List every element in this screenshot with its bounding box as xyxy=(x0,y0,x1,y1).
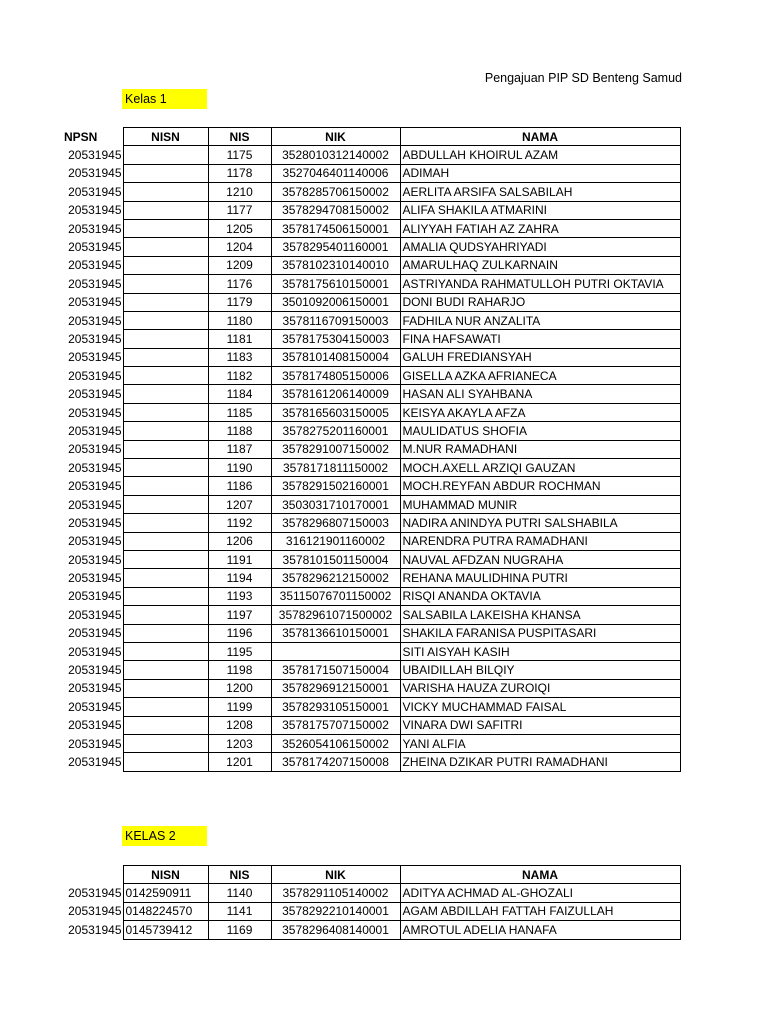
cell-npsn: 20531945 xyxy=(68,626,122,641)
cell-npsn: 20531945 xyxy=(68,886,122,901)
cell-nik: 3578102310140010 xyxy=(271,256,400,274)
cell-nama: NADIRA ANINDYA PUTRI SALSHABILA xyxy=(400,514,680,532)
table-row xyxy=(62,477,680,495)
cell-nama: FADHILA NUR ANZALITA xyxy=(400,311,680,329)
cell-npsn: 20531945 xyxy=(68,276,122,291)
cell-nisn xyxy=(123,716,208,734)
cell-nik: 3578171507150004 xyxy=(271,661,400,679)
cell-nis: 1193 xyxy=(208,587,271,605)
cell-nik: 3578296912150001 xyxy=(271,679,400,697)
cell-nis: 1191 xyxy=(208,550,271,568)
cell-nis: 1199 xyxy=(208,698,271,716)
cell-nis: 1200 xyxy=(208,679,271,697)
cell-npsn: 20531945 xyxy=(68,240,122,255)
header-nama: NAMA xyxy=(400,128,680,146)
table-header-row xyxy=(62,128,680,146)
cell-npsn: 20531945 xyxy=(68,148,122,163)
table-row xyxy=(62,716,680,734)
cell-nis: 1197 xyxy=(208,606,271,624)
cell-nis: 1205 xyxy=(208,219,271,237)
cell-nisn xyxy=(123,367,208,385)
table-row xyxy=(62,422,680,440)
cell-nis: 1190 xyxy=(208,459,271,477)
cell-nis: 1141 xyxy=(208,902,271,920)
cell-nama: SITI AISYAH KASIH xyxy=(400,642,680,660)
cell-nik: 3578296212150002 xyxy=(271,569,400,587)
table-row xyxy=(62,569,680,587)
table-row xyxy=(62,293,680,311)
cell-nis: 1208 xyxy=(208,716,271,734)
cell-nik: 35115076701150002 xyxy=(271,587,400,605)
cell-nis: 1185 xyxy=(208,403,271,421)
cell-nisn xyxy=(123,459,208,477)
cell-nama: GALUH FREDIANSYAH xyxy=(400,348,680,366)
table-row xyxy=(62,902,680,920)
table-row xyxy=(62,238,680,256)
cell-nisn xyxy=(123,606,208,624)
cell-nis: 1178 xyxy=(208,164,271,182)
cell-nis: 1194 xyxy=(208,569,271,587)
table-row xyxy=(62,624,680,642)
cell-nis: 1177 xyxy=(208,201,271,219)
cell-npsn: 20531945 xyxy=(68,904,122,919)
cell-nama: AMROTUL ADELIA HANAFA xyxy=(400,921,680,939)
table-row xyxy=(62,661,680,679)
table-row xyxy=(62,275,680,293)
cell-nisn xyxy=(123,753,208,771)
cell-nisn xyxy=(123,550,208,568)
cell-nis: 1186 xyxy=(208,477,271,495)
cell-nama: ADITYA ACHMAD AL-GHOZALI xyxy=(400,884,680,902)
class-1-label: Kelas 1 xyxy=(122,89,207,109)
cell-nama: DONI BUDI RAHARJO xyxy=(400,293,680,311)
cell-nik: 3578296807150003 xyxy=(271,514,400,532)
cell-nik: 35782961071500002 xyxy=(271,606,400,624)
cell-nama: ALIFA SHAKILA ATMARINI xyxy=(400,201,680,219)
cell-nis: 1196 xyxy=(208,624,271,642)
table-row xyxy=(62,164,680,182)
cell-nisn xyxy=(123,734,208,752)
cell-nisn xyxy=(123,275,208,293)
cell-nama: MAULIDATUS SHOFIA xyxy=(400,422,680,440)
cell-nik: 3578285706150002 xyxy=(271,183,400,201)
cell-nis: 1209 xyxy=(208,256,271,274)
cell-nis: 1188 xyxy=(208,422,271,440)
cell-npsn: 20531945 xyxy=(68,166,122,181)
class-1-table xyxy=(62,127,681,772)
cell-npsn: 20531945 xyxy=(68,922,122,937)
cell-nisn xyxy=(123,532,208,550)
cell-nik: 3501092006150001 xyxy=(271,293,400,311)
cell-nisn: 0148224570 xyxy=(123,902,208,920)
cell-nama: RISQI ANANDA OKTAVIA xyxy=(400,587,680,605)
cell-nisn xyxy=(123,293,208,311)
table-row xyxy=(62,385,680,403)
cell-npsn: 20531945 xyxy=(68,368,122,383)
cell-nik: 3578101408150004 xyxy=(271,348,400,366)
cell-nisn xyxy=(123,238,208,256)
cell-nik: 3578296408140001 xyxy=(271,921,400,939)
cell-nama: VINARA DWI SAFITRI xyxy=(400,716,680,734)
cell-nis: 1179 xyxy=(208,293,271,311)
cell-nik: 3578291105140002 xyxy=(271,884,400,902)
cell-nisn xyxy=(123,624,208,642)
cell-nis: 1182 xyxy=(208,367,271,385)
cell-nis: 1187 xyxy=(208,440,271,458)
cell-nama: ZHEINA DZIKAR PUTRI RAMADHANI xyxy=(400,753,680,771)
cell-nama: YANI ALFIA xyxy=(400,734,680,752)
cell-npsn: 20531945 xyxy=(68,534,122,549)
cell-nik: 3578291502160001 xyxy=(271,477,400,495)
cell-nama: FINA HAFSAWATI xyxy=(400,330,680,348)
cell-nis: 1169 xyxy=(208,921,271,939)
cell-nisn xyxy=(123,256,208,274)
header-nik: NIK xyxy=(271,866,400,884)
cell-nis: 1183 xyxy=(208,348,271,366)
cell-nama: GISELLA AZKA AFRIANECA xyxy=(400,367,680,385)
cell-nisn xyxy=(123,569,208,587)
cell-npsn: 20531945 xyxy=(68,479,122,494)
cell-nik: 3578275201160001 xyxy=(271,422,400,440)
table-row xyxy=(62,606,680,624)
header-npsn: NPSN xyxy=(64,129,98,144)
cell-nik: 3578116709150003 xyxy=(271,311,400,329)
cell-nik: 3527046401140006 xyxy=(271,164,400,182)
cell-nis: 1206 xyxy=(208,532,271,550)
cell-nisn xyxy=(123,311,208,329)
cell-npsn: 20531945 xyxy=(68,258,122,273)
cell-nama: ABDULLAH KHOIRUL AZAM xyxy=(400,146,680,164)
cell-nis: 1184 xyxy=(208,385,271,403)
cell-nis: 1180 xyxy=(208,311,271,329)
cell-nis: 1195 xyxy=(208,642,271,660)
cell-nisn xyxy=(123,219,208,237)
table-row xyxy=(62,256,680,274)
cell-nik: 3578291007150002 xyxy=(271,440,400,458)
class-2-table xyxy=(62,865,681,940)
cell-nik: 3526054106150002 xyxy=(271,734,400,752)
cell-nama: REHANA MAULIDHINA PUTRI xyxy=(400,569,680,587)
cell-nama: AERLITA ARSIFA SALSABILAH xyxy=(400,183,680,201)
cell-nama: AMARULHAQ ZULKARNAIN xyxy=(400,256,680,274)
table-header-row xyxy=(62,866,680,884)
cell-npsn: 20531945 xyxy=(68,203,122,218)
cell-npsn: 20531945 xyxy=(68,184,122,199)
cell-npsn: 20531945 xyxy=(68,681,122,696)
cell-nis: 1192 xyxy=(208,514,271,532)
cell-nis: 1140 xyxy=(208,884,271,902)
table-row xyxy=(62,459,680,477)
class-2-label: KELAS 2 xyxy=(122,826,207,846)
cell-nik: 3578101501150004 xyxy=(271,550,400,568)
cell-nik: 3578165603150005 xyxy=(271,403,400,421)
cell-nik xyxy=(271,642,400,660)
cell-nisn xyxy=(123,514,208,532)
table-row xyxy=(62,532,680,550)
cell-npsn: 20531945 xyxy=(68,295,122,310)
cell-npsn: 20531945 xyxy=(68,699,122,714)
cell-npsn: 20531945 xyxy=(68,736,122,751)
cell-nama: HASAN ALI SYAHBANA xyxy=(400,385,680,403)
table-row xyxy=(62,348,680,366)
cell-nik: 3578136610150001 xyxy=(271,624,400,642)
table-row xyxy=(62,440,680,458)
cell-npsn: 20531945 xyxy=(68,589,122,604)
table-row xyxy=(62,201,680,219)
cell-nis: 1198 xyxy=(208,661,271,679)
cell-npsn: 20531945 xyxy=(68,754,122,769)
cell-nama: NAUVAL AFDZAN NUGRAHA xyxy=(400,550,680,568)
header-nisn: NISN xyxy=(123,128,208,146)
cell-nik: 3528010312140002 xyxy=(271,146,400,164)
table-row xyxy=(62,514,680,532)
cell-nisn xyxy=(123,330,208,348)
cell-nisn xyxy=(123,164,208,182)
header-nik: NIK xyxy=(271,128,400,146)
cell-nama: MUHAMMAD MUNIR xyxy=(400,495,680,513)
cell-nik: 3578294708150002 xyxy=(271,201,400,219)
cell-nama: MOCH.REYFAN ABDUR ROCHMAN xyxy=(400,477,680,495)
header-npsn-empty xyxy=(62,866,123,884)
cell-nik: 3578175610150001 xyxy=(271,275,400,293)
table-row xyxy=(62,642,680,660)
cell-npsn: 20531945 xyxy=(68,497,122,512)
cell-nisn xyxy=(123,440,208,458)
cell-nisn xyxy=(123,698,208,716)
cell-nik: 3578174805150006 xyxy=(271,367,400,385)
cell-nis: 1207 xyxy=(208,495,271,513)
cell-nama: SHAKILA FARANISA PUSPITASARI xyxy=(400,624,680,642)
cell-nisn xyxy=(123,679,208,697)
cell-nis: 1210 xyxy=(208,183,271,201)
cell-npsn: 20531945 xyxy=(68,718,122,733)
table-row xyxy=(62,146,680,164)
cell-nama: ASTRIYANDA RAHMATULLOH PUTRI OKTAVIA xyxy=(400,275,680,293)
table-row xyxy=(62,921,680,939)
cell-nik: 3578293105150001 xyxy=(271,698,400,716)
cell-nisn xyxy=(123,661,208,679)
table-row xyxy=(62,219,680,237)
cell-npsn: 20531945 xyxy=(68,460,122,475)
table-row xyxy=(62,734,680,752)
cell-npsn: 20531945 xyxy=(68,515,122,530)
cell-npsn: 20531945 xyxy=(68,552,122,567)
header-nis: NIS xyxy=(208,866,271,884)
cell-nis: 1204 xyxy=(208,238,271,256)
cell-nama: VARISHA HAUZA ZUROIQI xyxy=(400,679,680,697)
table-row xyxy=(62,403,680,421)
cell-npsn: 20531945 xyxy=(68,571,122,586)
header-nis: NIS xyxy=(208,128,271,146)
cell-nisn xyxy=(123,146,208,164)
cell-nis: 1175 xyxy=(208,146,271,164)
table-row xyxy=(62,311,680,329)
table-row xyxy=(62,884,680,902)
cell-nik: 3578292210140001 xyxy=(271,902,400,920)
table-row xyxy=(62,587,680,605)
cell-nisn xyxy=(123,183,208,201)
cell-npsn: 20531945 xyxy=(68,331,122,346)
cell-nis: 1176 xyxy=(208,275,271,293)
cell-nik: 3503031710170001 xyxy=(271,495,400,513)
cell-npsn: 20531945 xyxy=(68,607,122,622)
cell-nis: 1201 xyxy=(208,753,271,771)
cell-nama: KEISYA AKAYLA AFZA xyxy=(400,403,680,421)
cell-nama: NARENDRA PUTRA RAMADHANI xyxy=(400,532,680,550)
cell-nik: 3578175707150002 xyxy=(271,716,400,734)
cell-npsn: 20531945 xyxy=(68,442,122,457)
table-row xyxy=(62,753,680,771)
cell-npsn: 20531945 xyxy=(68,663,122,678)
cell-npsn: 20531945 xyxy=(68,405,122,420)
cell-nama: UBAIDILLAH BILQIY xyxy=(400,661,680,679)
cell-nik: 3578295401160001 xyxy=(271,238,400,256)
table-row xyxy=(62,698,680,716)
cell-nis: 1181 xyxy=(208,330,271,348)
cell-nik: 3578174207150008 xyxy=(271,753,400,771)
cell-nama: AMALIA QUDSYAHRIYADI xyxy=(400,238,680,256)
cell-nisn xyxy=(123,403,208,421)
table-row xyxy=(62,330,680,348)
cell-npsn: 20531945 xyxy=(68,387,122,402)
cell-nis: 1203 xyxy=(208,734,271,752)
cell-nik: 3578171811150002 xyxy=(271,459,400,477)
cell-nama: MOCH.AXELL ARZIQI GAUZAN xyxy=(400,459,680,477)
cell-nisn xyxy=(123,348,208,366)
cell-npsn: 20531945 xyxy=(68,350,122,365)
cell-nisn: 0142590911 xyxy=(123,884,208,902)
table-row xyxy=(62,550,680,568)
cell-npsn: 20531945 xyxy=(68,644,122,659)
cell-nisn xyxy=(123,201,208,219)
cell-nisn: 0145739412 xyxy=(123,921,208,939)
cell-nisn xyxy=(123,477,208,495)
cell-nisn xyxy=(123,642,208,660)
cell-npsn: 20531945 xyxy=(68,313,122,328)
cell-nisn xyxy=(123,422,208,440)
cell-nisn xyxy=(123,385,208,403)
cell-nik: 316121901160002 xyxy=(271,532,400,550)
cell-nik: 3578175304150003 xyxy=(271,330,400,348)
cell-nama: VICKY MUCHAMMAD FAISAL xyxy=(400,698,680,716)
table-row xyxy=(62,679,680,697)
header-nama: NAMA xyxy=(400,866,680,884)
table-row xyxy=(62,367,680,385)
cell-nama: ADIMAH xyxy=(400,164,680,182)
cell-npsn: 20531945 xyxy=(68,221,122,236)
cell-npsn: 20531945 xyxy=(68,423,122,438)
cell-nama: SALSABILA LAKEISHA KHANSA xyxy=(400,606,680,624)
table-row xyxy=(62,183,680,201)
document-title: Pengajuan PIP SD Benteng Samud xyxy=(484,71,682,85)
table-row xyxy=(62,495,680,513)
header-nisn: NISN xyxy=(123,866,208,884)
cell-nama: ALIYYAH FATIAH AZ ZAHRA xyxy=(400,219,680,237)
cell-nik: 3578174506150001 xyxy=(271,219,400,237)
cell-nama: M.NUR RAMADHANI xyxy=(400,440,680,458)
cell-nisn xyxy=(123,495,208,513)
cell-nisn xyxy=(123,587,208,605)
cell-nik: 3578161206140009 xyxy=(271,385,400,403)
cell-nama: AGAM ABDILLAH FATTAH FAIZULLAH xyxy=(400,902,680,920)
